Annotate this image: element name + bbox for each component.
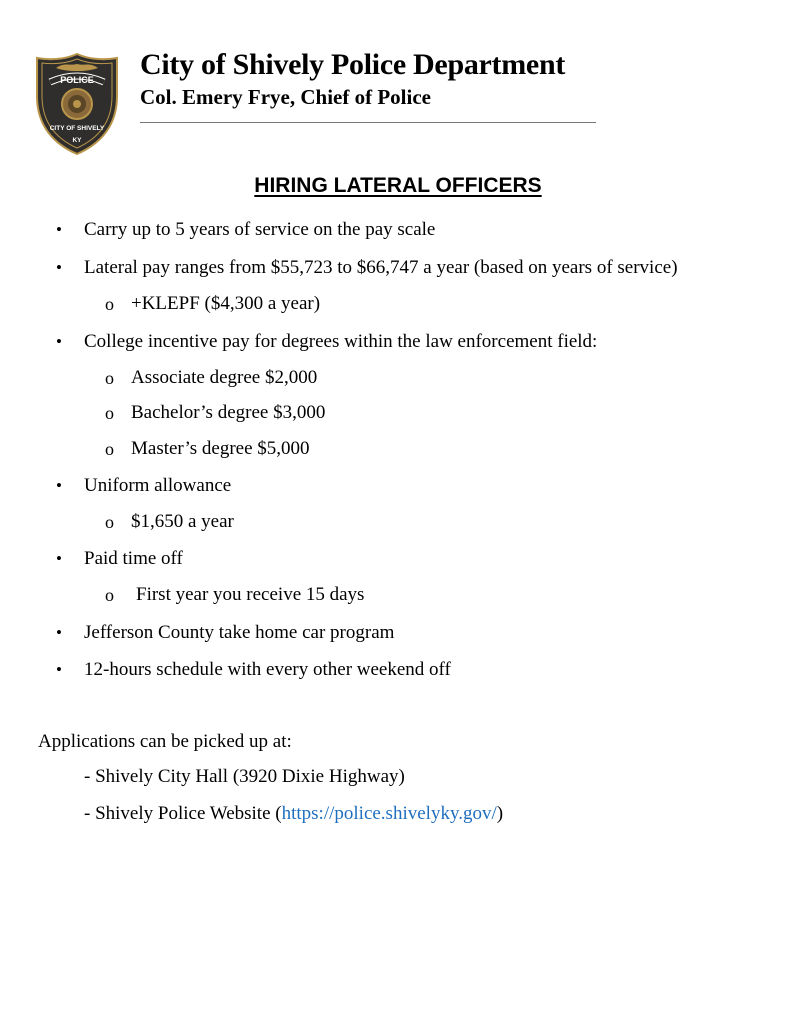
badge-bottom-text: CITY OF SHIVELY <box>49 125 105 132</box>
sub-bullet-text: First year you receive 15 days <box>136 584 365 605</box>
badge-state-text: KY <box>72 137 82 144</box>
sub-bullet-marker: o <box>105 439 114 459</box>
sub-bullet-marker: o <box>105 585 114 605</box>
sub-bullet-text: Master’s degree $5,000 <box>131 438 310 459</box>
sub-bullet-text: Associate degree $2,000 <box>131 367 318 388</box>
bullet-marker: • <box>56 660 62 679</box>
website-link[interactable]: https://police.shivelyky.gov/ <box>281 803 497 824</box>
chief-of-police: Col. Emery Frye, Chief of Police <box>140 85 431 109</box>
sub-bullet-marker: o <box>105 512 114 532</box>
application-location-website <box>84 802 503 826</box>
bullet-marker: • <box>56 258 62 277</box>
department-name: City of Shively Police Department <box>140 48 566 81</box>
sub-bullet-marker: o <box>105 403 114 423</box>
bullet-text: Paid time off <box>84 548 183 569</box>
sub-bullet-marker: o <box>105 294 114 314</box>
website-suffix: ) <box>496 803 504 824</box>
bullet-text: Carry up to 5 years of service on the pay scale <box>84 219 436 240</box>
sub-bullet-text: Bachelor’s degree $3,000 <box>131 402 326 423</box>
bullet-text: Lateral pay ranges from $55,723 to $66,747 a year (based on years of service) <box>84 257 678 278</box>
police-badge-icon <box>34 52 120 156</box>
bullet-marker: • <box>56 623 62 642</box>
bullet-marker: • <box>56 332 62 351</box>
bullet-text: 12-hours schedule with every other weekend off <box>84 659 451 680</box>
application-location-city-hall: - Shively City Hall (3920 Dixie Highway) <box>84 766 405 787</box>
bullet-marker: • <box>56 476 62 495</box>
bullet-text: Jefferson County take home car program <box>84 622 395 643</box>
sub-bullet-text: +KLEPF ($4,300 a year) <box>131 293 321 314</box>
applications-heading: Applications can be picked up at: <box>38 731 292 752</box>
badge-top-text: POLICE <box>60 75 94 85</box>
bullet-text: Uniform allowance <box>84 475 232 496</box>
sub-bullet-text: $1,650 a year <box>131 511 234 532</box>
website-prefix: - Shively Police Website ( <box>84 803 282 824</box>
sub-bullet-marker: o <box>105 368 114 388</box>
page-title: HIRING LATERAL OFFICERS <box>254 174 542 197</box>
bullet-marker: • <box>56 549 62 568</box>
bullet-marker: • <box>56 220 62 239</box>
bullet-text: College incentive pay for degrees within the law enforcement field: <box>84 331 598 352</box>
header-divider <box>140 122 596 123</box>
